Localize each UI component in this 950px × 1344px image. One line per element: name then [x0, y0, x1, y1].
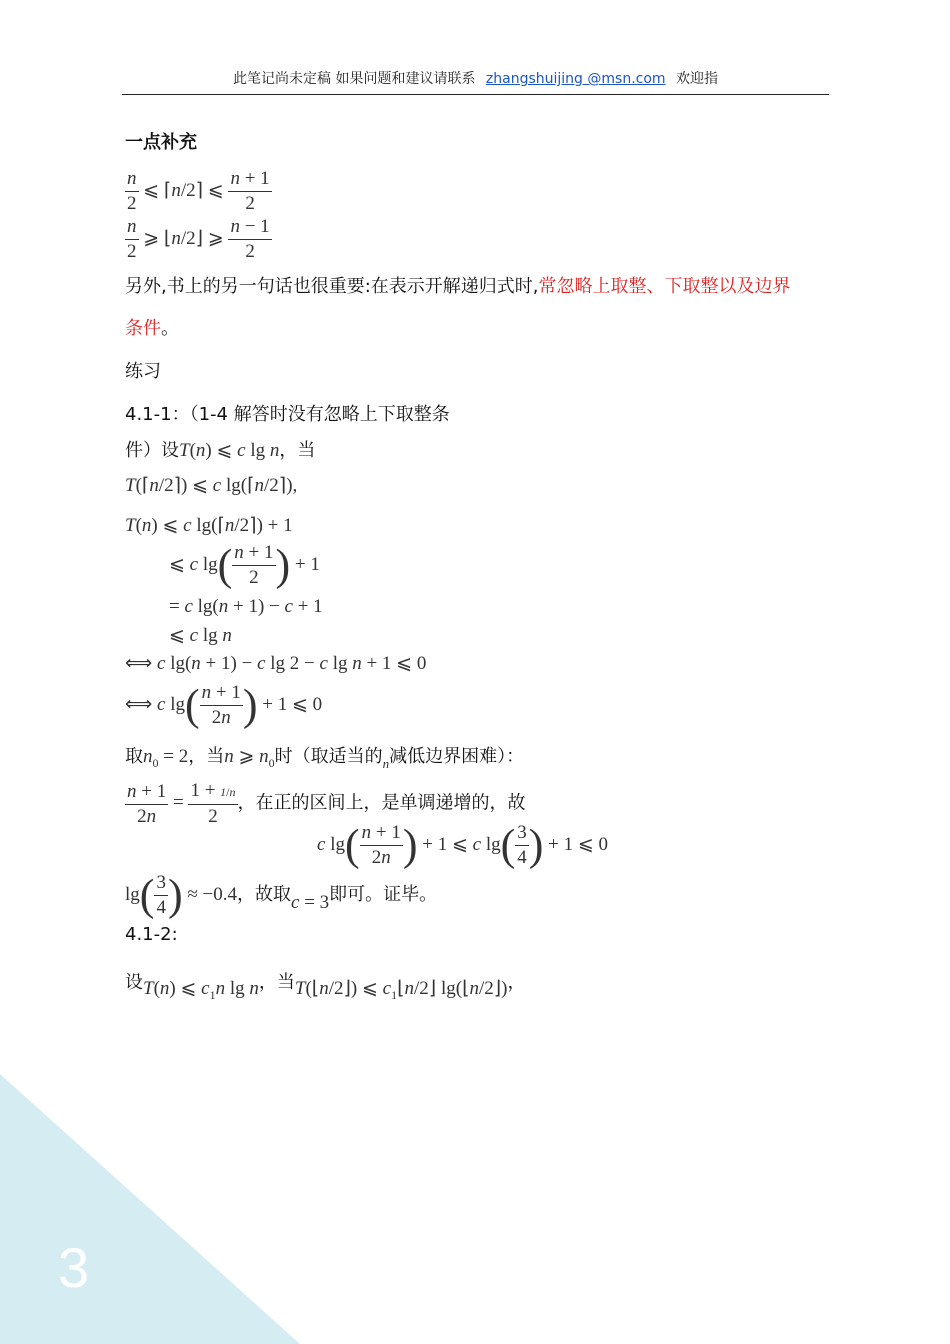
page-number: 3: [58, 1236, 90, 1299]
ex412-heading: 4.1-2:: [125, 924, 178, 945]
derivation-line2: ⩽ c lg( $\frac{n + 1}{2}$ ) + 1: [169, 540, 320, 590]
approx-a: ，故取: [237, 883, 291, 905]
formula-floor: $\frac{n}{2}$ ⩾ ⌊n/2⌋ ⩾ $\frac{n - 1}{2}$: [127, 216, 270, 262]
ex411-line2: 件）设T(n) ⩽ c lg n，当: [125, 440, 316, 461]
para1-highlight: 常忽略上取整、下取整以及边界: [538, 276, 791, 297]
para1-plain: 另外,书上的另一句话也很重要:在表示开解递归式时,: [125, 276, 539, 297]
formula-bound: c lg( $\frac{n + 1}{2n}$ ) + 1 ⩽ c lg( $\frac{3}{4}$ ) + 1 ⩽ 0: [317, 820, 609, 870]
email-link[interactable]: zhangshuijing @msn.com: [485, 71, 666, 87]
ex412-set: 设: [125, 972, 143, 993]
derivation-iff2: ⟺ c lg( $\frac{n + 1}{2n}$ ) + 1 ⩽ 0: [125, 680, 323, 730]
exercise-heading: 练习: [125, 361, 161, 382]
section-title: 一点补充: [125, 132, 197, 153]
derivation-iff1: ⟺ c lg(n + 1) − c lg 2 − c lg n + 1 ⩽ 0: [125, 653, 427, 674]
corner-decoration: [0, 1074, 300, 1344]
page-header: [122, 68, 829, 88]
approx-b: 即可。证毕。: [329, 883, 438, 905]
approx-line: lg( $\frac{3}{4}$ ) ≈ −0.4，故取c = 3即可。证毕。: [125, 870, 438, 920]
take-b: ，当: [188, 746, 225, 767]
formula-ceil: $\frac{n}{2}$ ⩽ ⌈n/2⌉ ⩽ $\frac{n + 1}{2}$: [127, 168, 270, 214]
header-rule: [122, 94, 829, 95]
ex412-when: ，当: [258, 972, 295, 993]
para1-end: 。: [161, 318, 179, 339]
derivation-line4: ⩽ c lg n: [169, 625, 232, 646]
take-c: 时（取适当的: [274, 746, 383, 767]
take-n0-line: 取$n_0 = 2$，当n ⩾ $n_0$时（取适当的$_n$减低边界困难）：: [125, 746, 525, 771]
header-note: 此笔记尚未定稿 如果问题和建议请联系: [233, 71, 476, 87]
formula-assumption: T(⌈n/2⌉) ⩽ c lg(⌈n/2⌉),: [125, 475, 298, 496]
interval-text: ，在正的区间上，是单调递增的，故: [237, 792, 526, 814]
derivation-line3: = c lg(n + 1) − c + 1: [169, 596, 323, 617]
ex411-line1: 4.1-1：（1-4 解答时没有忽略上下取整条: [125, 404, 450, 425]
para1-highlight-cont: 条件: [125, 318, 161, 339]
ex411-when: ，当: [279, 440, 316, 461]
header-welcome: 欢迎指: [676, 71, 718, 87]
take-d: 减低边界困难）：: [389, 746, 525, 767]
interval-line: $\frac{n + 1}{2n}$ = $\frac{1 + 1/n}{2}$ ，在正的区间上，是单调递增的，故: [127, 780, 526, 827]
paragraph-note-cont: [125, 314, 179, 340]
ex411-set: 件）设: [125, 440, 179, 461]
paragraph-note: [125, 272, 791, 298]
take-a: 取: [125, 746, 143, 767]
ex412-comma: ，: [507, 972, 526, 993]
derivation-line1: T(n) ⩽ c lg(⌈n/2⌉) + 1: [125, 515, 293, 536]
ex412-line: 设T(n) ⩽ $c_1n$ lg n，当T(⌊n/2⌋) ⩽ $c_1⌊n/2⌋$ lg(⌊n/2⌋)，: [125, 972, 526, 1002]
